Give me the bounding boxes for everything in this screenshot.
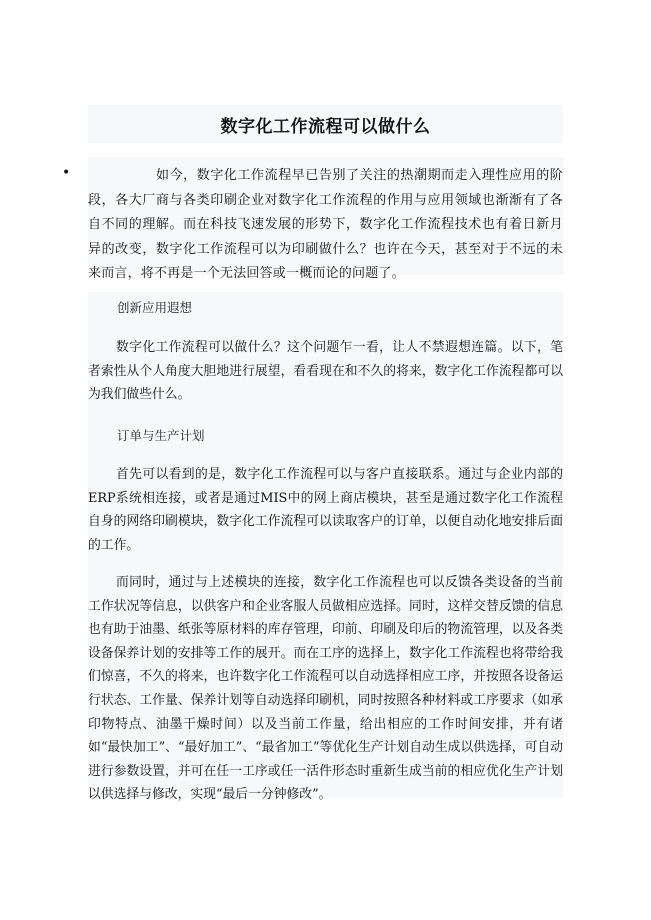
paragraph-orders: 首先可以看到的是，数字化工作流程可以与客户直接联系。通过与企业内部的ERP系统相连接，或者是通过MIS中的网上商店模块，甚至是通过数字化工作流程自身的网络印刷模块，数字化工作流程可以读取客户的订单，以便自动化地安排后面的工作。 (88, 467, 563, 553)
paragraph-feedback: 而同时，通过与上述模块的连接，数字化工作流程也可以反馈各类设备的当前工作状况等信息，以供客户和企业客服人员做相应选择。同时，这样交替反馈的信息也有助于油墨、纸张等原材料的库存管理，印前、印刷及印后的物流管理，以及各类设备保养计划的安排等工作的展开。而在工序的选择上，数字化工作流程也将带给我们惊喜，不久的将来，也许数字化工作流程可以自动选择相应工序，并按照各设备运行状态、工作量、保养计划等自动选择印刷机，同时按照各种材料或工序要求（如承印物特点、油墨干燥时间）以及当前工作量，给出相应的工作时间安排，并有诸如“最快加工”、“最好加工”、“最省加工”等优化生产计划自动生成以供选择，可自动进行参数设置，并可在任一工序或任一活件形态时重新生成当前的相应优化生产计划以供选择与修改，实现“最后一分钟修改”。 (88, 575, 563, 803)
intro-block (88, 157, 563, 281)
section-heading-orders: 订单与生产计划 (117, 428, 205, 443)
intro-paragraph: 如今，数字化工作流程早已告别了关注的热潮期而走入理性应用的阶段，各大厂商与各类印刷企业对数字化工作流程的作用与应用领域也渐渐有了各自不同的理解。而在科技飞速发展的形势下，数字化工作流程技术也有着日新月异的改变，数字化工作流程可以为印刷做什么？也许在今天，甚至对于不远的未来而言，将不再是一个无法回答或一概而论的问题了。 (88, 168, 563, 281)
document-title: 数字化工作流程可以做什么 (220, 116, 431, 137)
section-heading-innovation: 创新应用遐想 (117, 300, 193, 315)
bullet-icon: • (62, 165, 71, 181)
title-banner (88, 105, 563, 143)
paragraph-innovation: 数字化工作流程可以做什么？这个问题乍一看，让人不禁遐想连篇。以下，笔者索性从个人角度大胆地进行展望，看看现在和不久的将来，数字化工作流程都可以为我们做些什么。 (88, 340, 563, 403)
